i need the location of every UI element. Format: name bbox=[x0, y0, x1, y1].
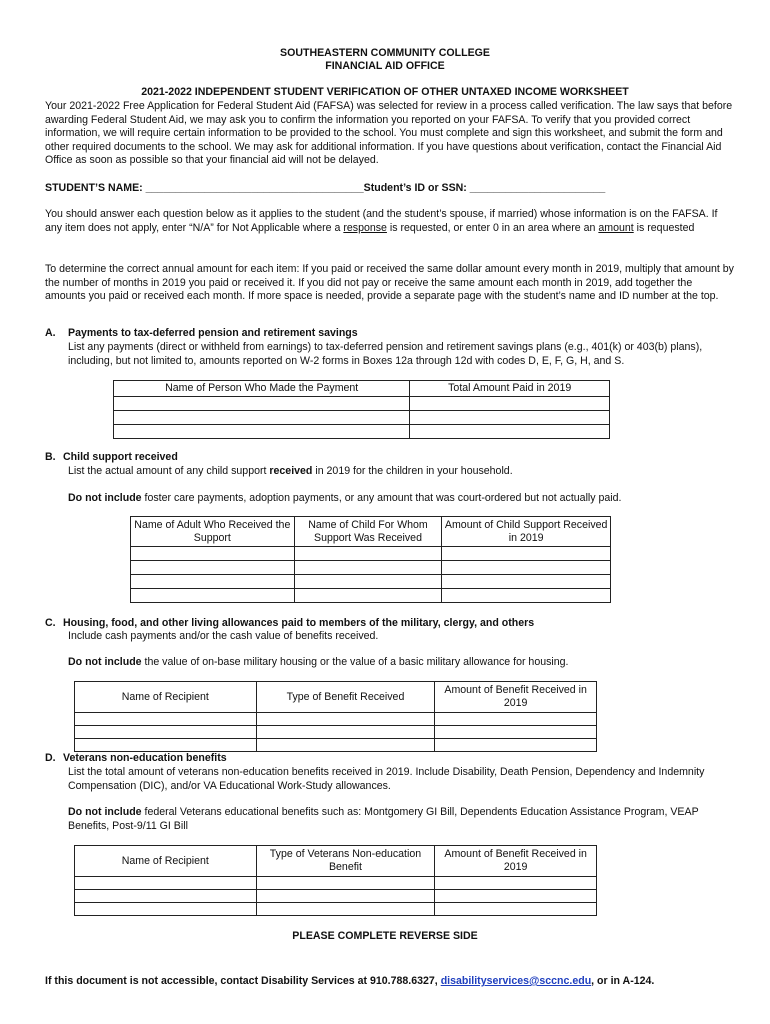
section-b-description: List the actual amount of any child support received in 2019 for the children in your household. bbox=[68, 465, 513, 477]
section-a-title: Payments to tax-deferred pension and retirement savings bbox=[68, 327, 358, 339]
table-cell[interactable] bbox=[294, 589, 442, 603]
section-b-col-amount: Amount of Child Support Received in 2019 bbox=[442, 517, 611, 547]
section-d-title: Veterans non-education benefits bbox=[63, 752, 227, 764]
table-cell[interactable] bbox=[114, 411, 410, 425]
section-a-table bbox=[113, 380, 610, 439]
table-cell[interactable] bbox=[256, 903, 435, 916]
section-d-col-amount: Amount of Benefit Received in 2019 bbox=[435, 846, 597, 877]
table-row bbox=[75, 903, 597, 916]
table-cell[interactable] bbox=[75, 713, 257, 726]
section-a-col-person: Name of Person Who Made the Payment bbox=[114, 381, 410, 397]
table-row bbox=[131, 575, 611, 589]
section-c-col-recipient: Name of Recipient bbox=[75, 682, 257, 713]
table-cell[interactable] bbox=[75, 726, 257, 739]
table-row bbox=[131, 561, 611, 575]
section-b-col-adult: Name of Adult Who Received the Support bbox=[131, 517, 295, 547]
table-cell[interactable] bbox=[114, 397, 410, 411]
amount-underlined: amount bbox=[598, 221, 634, 234]
table-cell[interactable] bbox=[442, 589, 611, 603]
table-row bbox=[131, 547, 611, 561]
section-a-col-amount: Total Amount Paid in 2019 bbox=[410, 381, 610, 397]
table-cell[interactable] bbox=[435, 877, 597, 890]
table-cell[interactable] bbox=[75, 903, 257, 916]
table-cell[interactable] bbox=[114, 425, 410, 439]
student-id-field[interactable]: _______________________ bbox=[469, 182, 606, 194]
table-row bbox=[75, 713, 597, 726]
table-cell[interactable] bbox=[435, 739, 597, 752]
table-cell[interactable] bbox=[131, 547, 295, 561]
student-name-field[interactable]: _____________________________________ bbox=[145, 182, 364, 194]
section-c-letter: C. bbox=[45, 617, 56, 629]
table-cell[interactable] bbox=[435, 890, 597, 903]
section-b-col-child: Name of Child For Whom Support Was Received bbox=[294, 517, 442, 547]
table-cell[interactable] bbox=[435, 903, 597, 916]
section-b-title: Child support received bbox=[63, 451, 178, 463]
reverse-side-notice: PLEASE COMPLETE REVERSE SIDE bbox=[292, 930, 478, 942]
table-row bbox=[114, 397, 610, 411]
table-row bbox=[75, 877, 597, 890]
college-name: SOUTHEASTERN COMMUNITY COLLEGE bbox=[280, 47, 490, 59]
table-cell[interactable] bbox=[131, 561, 295, 575]
student-name-label: STUDENT’S NAME: bbox=[45, 182, 146, 194]
section-d-col-recipient: Name of Recipient bbox=[75, 846, 257, 877]
table-row bbox=[75, 739, 597, 752]
table-cell[interactable] bbox=[75, 890, 257, 903]
table-cell[interactable] bbox=[410, 425, 610, 439]
section-b-exclusion: Do not include foster care payments, adoption payments, or any amount that was court-ordered but not actually paid. bbox=[68, 492, 622, 504]
table-cell[interactable] bbox=[294, 561, 442, 575]
table-cell[interactable] bbox=[256, 739, 435, 752]
table-cell[interactable] bbox=[131, 575, 295, 589]
disability-email-link[interactable]: disabilityservices@sccnc.edu bbox=[440, 975, 592, 987]
table-cell[interactable] bbox=[294, 547, 442, 561]
section-d-exclusion: Do not include federal Veterans educational benefits such as: Montgomery GI Bill, Dependents Education Assistance Program, VEAP Benefits, Post-9/11 GI Bill bbox=[68, 806, 699, 832]
section-a-description: List any payments (direct or withheld from earnings) to tax-deferred pension and retirement savings plans (e.g., 401(k) or 403(b) plans), including, but not limited to, amounts reported on W-2 forms in Boxes 12a through 12d with codes D, E, F, G, H, and S. bbox=[68, 341, 703, 367]
table-cell[interactable] bbox=[256, 890, 435, 903]
table-cell[interactable] bbox=[410, 397, 610, 411]
section-c-description: Include cash payments and/or the cash value of benefits received. bbox=[68, 630, 379, 642]
table-row bbox=[114, 411, 610, 425]
table-cell[interactable] bbox=[256, 713, 435, 726]
table-cell[interactable] bbox=[256, 726, 435, 739]
table-cell[interactable] bbox=[435, 726, 597, 739]
section-d-description: List the total amount of veterans non-education benefits received in 2019. Include Disability, Death Pension, Dependency and Indemnity Compensation (DIC), and/or VA Educational Work-Study allowances. bbox=[68, 766, 705, 792]
section-d-col-type: Type of Veterans Non-education Benefit bbox=[256, 846, 435, 877]
section-c-table bbox=[74, 681, 597, 752]
table-cell[interactable] bbox=[256, 877, 435, 890]
student-id-label: Student’s ID or SSN: bbox=[363, 182, 470, 194]
table-row bbox=[75, 726, 597, 739]
table-cell[interactable] bbox=[442, 561, 611, 575]
accessibility-notice: If this document is not accessible, contact Disability Services at 910.788.6327, disabilityservices@sccnc.edu, or in A-124. bbox=[45, 975, 655, 987]
table-cell[interactable] bbox=[75, 877, 257, 890]
section-b-letter: B. bbox=[45, 451, 56, 463]
section-d-table bbox=[74, 845, 597, 916]
student-info-line bbox=[45, 182, 605, 196]
section-b-table bbox=[130, 516, 611, 603]
intro-paragraph: Your 2021-2022 Free Application for Federal Student Aid (FAFSA) was selected for review in a process called verification. The law says that before awarding Federal Student Aid, we may ask you to confirm the information you reported on your FAFSA. To verify that you provided correct information, we will require certain information to be provided to the school. You must complete and sign this worksheet, and submit the form and other required documents to the school. We may ask for additional information. If you have questions about verification, contact the Financial Aid Office as soon as possible so that your financial aid will not be delayed. bbox=[45, 100, 733, 167]
instructions-paragraph-1: You should answer each question below as it applies to the student (and the student’s spouse, if married) whose information is on the FAFSA. If any item does not apply, enter “N/A” for Not Applicable where a response is requested, or enter 0 in an area where an amount is requested bbox=[45, 208, 718, 234]
section-d-letter: D. bbox=[45, 752, 56, 764]
table-row bbox=[114, 425, 610, 439]
section-c-exclusion: Do not include the value of on-base military housing or the value of a basic military allowance for housing. bbox=[68, 656, 569, 668]
office-name: FINANCIAL AID OFFICE bbox=[325, 60, 445, 72]
section-c-title: Housing, food, and other living allowances paid to members of the military, clergy, and others bbox=[63, 617, 535, 629]
table-cell[interactable] bbox=[442, 575, 611, 589]
section-c-col-amount: Amount of Benefit Received in 2019 bbox=[435, 682, 597, 713]
table-cell[interactable] bbox=[294, 575, 442, 589]
instructions-paragraph-2: To determine the correct annual amount for each item: If you paid or received the same dollar amount every month in 2019, multiply that amount by the number of months in 2019 you paid or received it. If you did not pay or receive the same amount each month in 2019, add together the amounts you paid or received each month. If more space is needed, provide a separate page with the student’s name and ID number at the top. bbox=[45, 263, 734, 303]
table-cell[interactable] bbox=[75, 739, 257, 752]
table-cell[interactable] bbox=[435, 713, 597, 726]
section-c-col-type: Type of Benefit Received bbox=[256, 682, 435, 713]
table-row bbox=[131, 589, 611, 603]
table-cell[interactable] bbox=[131, 589, 295, 603]
response-underlined: response bbox=[343, 221, 387, 234]
table-cell[interactable] bbox=[410, 411, 610, 425]
worksheet-title: 2021-2022 INDEPENDENT STUDENT VERIFICATION OF OTHER UNTAXED INCOME WORKSHEET bbox=[141, 86, 629, 98]
section-a-letter: A. bbox=[45, 327, 56, 339]
table-cell[interactable] bbox=[442, 547, 611, 561]
table-row bbox=[75, 890, 597, 903]
